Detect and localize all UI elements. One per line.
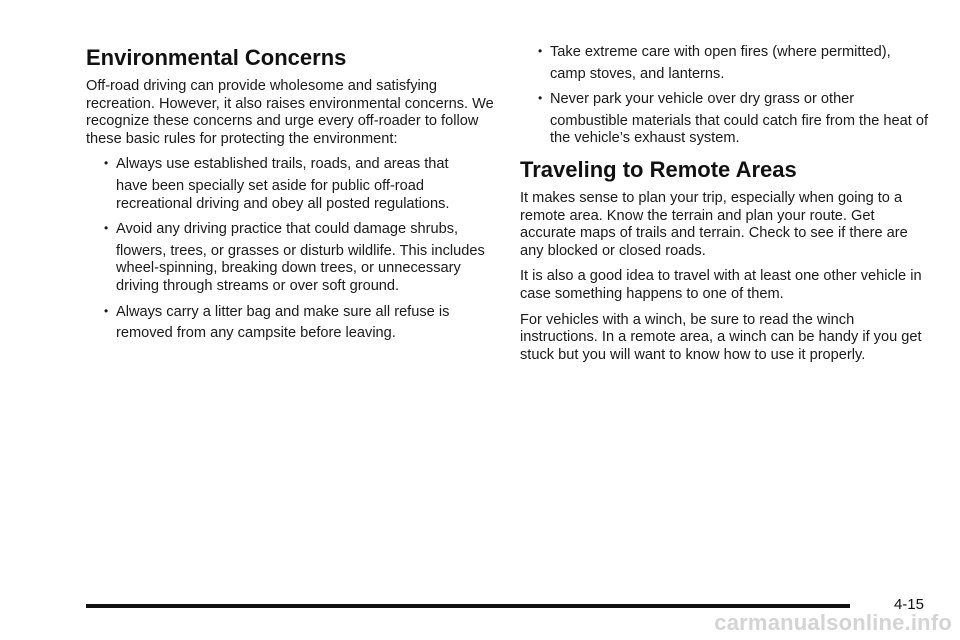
list-item	[86, 221, 494, 295]
remote-areas-paragraph-2: It is also a good idea to travel with at least one other vehicle in case something happens to one of them.	[520, 268, 922, 302]
list-item-first-line: Avoid any driving practice that could damage shrubs,	[116, 221, 459, 238]
left-column	[86, 44, 494, 351]
list-item-first-line: Take extreme care with open fires (where permitted),	[550, 44, 891, 60]
fire-safety-list	[520, 44, 930, 148]
watermark-text: carmanualsonline.info	[714, 610, 952, 635]
list-item-first-line: Always carry a litter bag and make sure all refuse is	[116, 303, 450, 320]
page-number: 4-15	[893, 596, 924, 613]
remote-areas-paragraph-3: For vehicles with a winch, be sure to read the winch instructions. In a remote area, a winch can be handy if you get stuck but you will want to know how to use it properly.	[520, 311, 922, 363]
list-item-text: flowers, trees, or grasses or disturb wildlife. This includes wheel-spinning, breaking down trees, or unnecessary driving through streams or over soft ground.	[116, 242, 485, 294]
list-item-text: have been specially set aside for public off-road recreational driving and obey all posted regulations.	[116, 177, 450, 212]
section-heading-environmental-concerns: Environmental Concerns	[86, 45, 347, 70]
bullet-icon: •	[538, 91, 543, 106]
intro-paragraph: Off-road driving can provide wholesome and satisfying recreation. However, it also raises environmental concerns. We recognize these concerns and urge every off-roader to follow these basic rules for protecting the environment:	[86, 78, 494, 147]
list-item-first-line: Always use established trails, roads, and areas that	[116, 156, 449, 173]
footer-divider	[86, 604, 850, 608]
bullet-icon: •	[104, 303, 109, 318]
list-item-text: camp stoves, and lanterns.	[550, 65, 725, 82]
list-item-text: combustible materials that could catch fire from the heat of the vehicle’s exhaust system.	[550, 112, 928, 147]
list-item-text: removed from any campsite before leaving.	[116, 325, 396, 342]
remote-areas-paragraph-1: It makes sense to plan your trip, especially when going to a remote area. Know the terrain and plan your route. Get accurate maps of trails and terrain. Check to see if there are any blocked or closed roads.	[520, 189, 908, 259]
bullet-icon: •	[104, 156, 109, 171]
list-item-first-line: Never park your vehicle over dry grass or other	[550, 91, 855, 108]
list-item	[520, 91, 930, 148]
list-item	[86, 304, 494, 343]
list-item	[520, 44, 930, 83]
right-column	[520, 44, 930, 372]
environment-rules-list	[86, 156, 494, 342]
bullet-icon: •	[538, 44, 543, 58]
bullet-icon: •	[104, 221, 109, 236]
list-item	[86, 156, 494, 213]
section-heading-traveling-to-remote-areas: Traveling to Remote Areas	[520, 156, 797, 182]
